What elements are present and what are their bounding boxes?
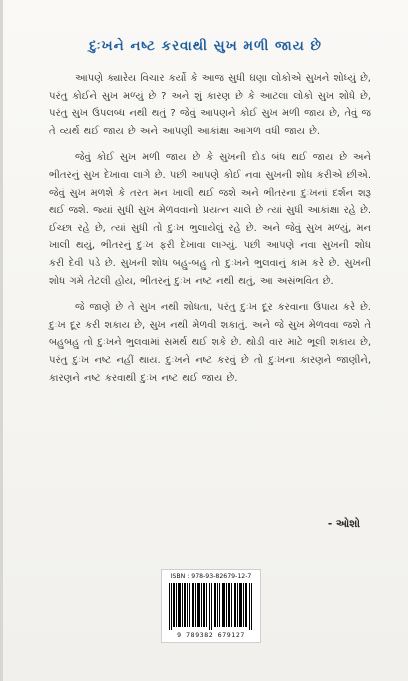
barcode-panel — [161, 569, 261, 643]
cover-title: દુઃખને નષ્ટ કરવાથી સુખ મળી જાય છે — [89, 38, 322, 54]
paragraph-1: આપણે ક્યારેય વિચાર કર્યો કે આજ સુધી ઘણા લોકોએ સુખને શોધ્યું છે, પરંતુ કોઈને સુખ મળ્યું છે ? અને શું કારણ છે કે આટલા લોકો સુખ શોધે છે, પરંતુ સુખ ઉપલબ્ધ નથી થતું ? જેવું આપણને કોઈ સુખ મળી જાય છે, તેવું જ તે વ્યર્થ થઈ જાય છે અને આપણી આકાંક્ષા આગળ વધી જાય છે. — [49, 73, 371, 137]
barcode-icon — [169, 583, 253, 630]
barcode-digits: 9 789382 679127 — [177, 631, 245, 639]
body-text — [49, 70, 371, 396]
author-signature: - ઓશો — [327, 518, 360, 530]
paragraph-2: જેવું કોઈ સુખ મળી જાય છે કે સુખની દોડ બંધ થઈ જાય છે અને ભીતરનું સુખ દેખાવા લાગે છે. પછી આપણે કોઈ નવા સુખની શોધ કરીએ છીએ. જેવું સુખ મળશે કે તરત મન ખાલી થઈ જશે અને ભીતરના દુઃખનાં દર્શન શરૂ થઈ જશે. જ્યાં સુધી સુખ મેળવવાનો પ્રયત્ન ચાલે છે ત્યાં સુધી આકાંક્ષા રહે છે. ઈચ્છા રહે છે, ત્યાં સુધી તો દુઃખ ભુલાયેલું રહે છે. અને જેવું સુખ મળ્યું, મન ખાલી થયું, ભીતરનું દુઃખ ફરી દેખાવા લાગ્યું. પછી આપણે નવા સુખની શોધ કરી દેવી પડે છે. સુખની શોધ બહુ-બહુ તો દુઃખને ભુલવાનું કામ કરે છે. સુખની શોધ ગમે તેટલી હોય, ભીતરનું દુઃખ નષ્ટ નથી થતું, આ અસંભવિત છે. — [49, 152, 371, 287]
isbn-label: ISBN : 978-93-82679-12-7 — [170, 573, 252, 580]
paragraph-3: જે જાણે છે તે સુખ નથી શોધતા, પરંતુ દુઃખ દૂર કરવાના ઉપાય કરે છે. દુઃખ દૂર કરી શકાય છે, સુખ નથી મેળવી શકાતું. અને જે સુખ મેળવવા જશે તે બહુબહુ તો દુઃખને ભુલવામાં સમર્થ થઈ શકે છે. થોડી વાર માટે ભૂલી શકાય છે, પરંતુ દુઃખ નષ્ટ નહીં થાય. દુઃખને નષ્ટ કરવું છે તો દુઃખના કારણને જાણીને, કારણને નષ્ટ કરવાથી દુઃખ નષ્ટ થઈ જાય છે. — [49, 302, 371, 384]
